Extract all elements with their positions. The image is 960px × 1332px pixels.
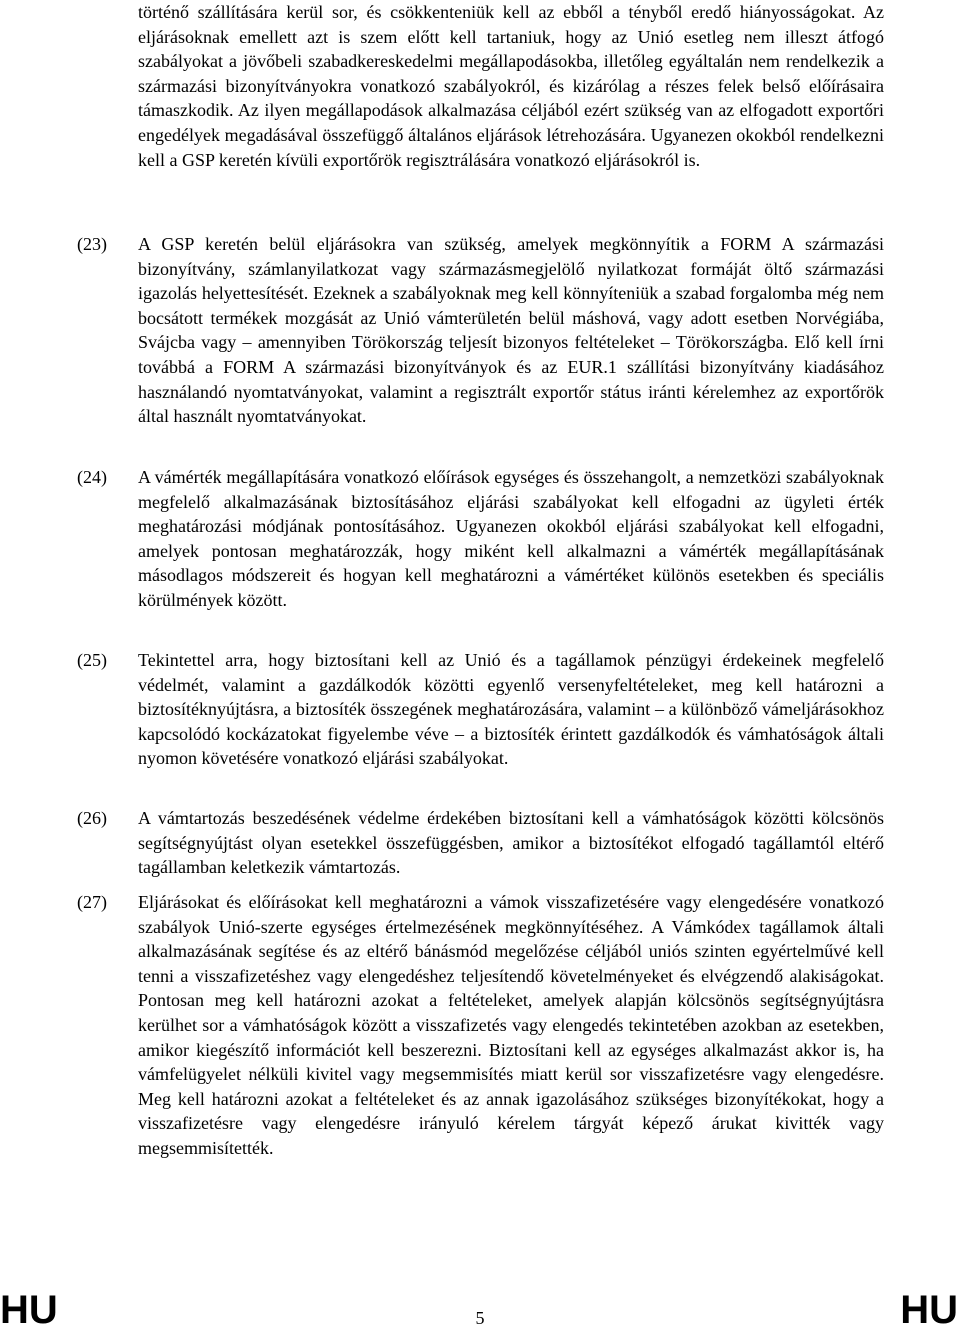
paragraph-text: A vámérték megállapítására vonatkozó előírások egységes és összehangolt, a nemzetközi szabályoknak megfelelő alkalmazásának biztosításához eljárási szabályokat kell elfogadni az ügyleti érték meghatározási módjának pontosításához. Ugyanezen okokból eljárási szabályokat kell elfogadni, amelyek pontosan meghatározzák, hogy miként kell alkalmazni a vámérték megállapításának másodlagos módszereit és hogyan kell meghatározni a vámértéket különös esetekben és speciális körülmények között. [138, 467, 884, 610]
paragraph-text: Tekintettel arra, hogy biztosítani kell az Unió és a tagállamok pénzügyi érdekeinek megfelelő védelmét, valamint a gazdálkodók közötti egyenlő versenyfeltételeket, meg kell határozni a biztosítéknyújtásra, a biztosíték összegének meghatározására, valamint – a különböző vámeljárásokhoz kapcsolódó kockázatokat figyelembe véve – a biztosíték érintett gazdálkodók és vámhatóságok általi nyomon követésére vonatkozó eljárási szabályokat. [138, 650, 884, 769]
paragraph-number: (27) [77, 892, 107, 912]
paragraph-number: (24) [77, 467, 107, 487]
page-number: 5 [475, 1308, 485, 1328]
footer-language-left: HU [0, 1288, 58, 1332]
paragraph-text: Eljárásokat és előírásokat kell meghatározni a vámok visszafizetésére vagy elengedésére vonatkozó szabályok Unió-szerte egységes értelmezésének megkönnyítéséhez. A Vámkódex tagállamok általi alkalmazásának segítése és az eltérő bánásmód megelőzése céljából uniós szinten egyértelművé kell tenni a visszafizetéshez vagy elengedéshez teljesítendő követelményeket és elvégzendő alakiságokat. Pontosan meg kell határozni azokat a feltételeket, amelyek alapján kölcsönös segítségnyújtásra kerülhet sor a vámhatóságok között a visszafizetés vagy elengedés tekintetében azokban az esetekben, amikor kiegészítő információt kell beszerezni. Biztosítani kell az egységes alkalmazást akkor is, ha vámfelügyelet nélküli kivitel vagy megsemmisítés miatt kerül sor visszafizetésre vagy elengedésre. Meg kell határozni azokat a feltételeket és az annak igazolásához szükséges bizonyítékokat, hogy a visszafizetésre vagy elengedésre irányuló kérelem tárgyát képező árukat kivitték vagy megsemmisítették. [138, 892, 884, 1158]
paragraph-number: (26) [77, 808, 107, 828]
paragraph-text: A vámtartozás beszedésének védelme érdekében biztosítani kell a vámhatóságok közötti kölcsönös segítségnyújtást olyan esetekkel összefüggésben, amikor a biztosítékot elfogadó tagállamtól eltérő tagállamban keletkezik vámtartozás. [138, 808, 884, 878]
paragraph-text: A GSP keretén belül eljárásokra van szükség, amelyek megkönnyítik a FORM A származási bizonyítvány, számlanyilatkozat vagy származásmegjelölő nyilatkozat formáját öltő származási igazolás helyettesítését. Ezeknek a szabályoknak meg kell könnyíteniük a szabad forgalomba még nem bocsátott termékek mozgását az Unió vámterületén belül máshová, vagy adott esetben Norvégiába, Svájcba vagy – amennyiben Törökország teljesít bizonyos feltételeket – Törökországba. Elő kell írni továbbá a FORM A származási bizonyítványok és az EUR.1 szállítási bizonyítvány kiadásához használandó nyomtatványokat, valamint a regisztrált exportőr státus iránti kérelemhez az exportőrök által használt nyomtatványokat. [138, 234, 884, 427]
paragraph-text: történő szállítására kerül sor, és csökkenteniük kell az ebből a tényből eredő hiányosságokat. Az eljárásoknak emellett azt is szem előtt kell tartaniuk, hogy az Unió esetleg nem illeszt átfogó szabályokat a jövőbeli szabadkereskedelmi megállapodásokba, illetőleg egyáltalán nem rendelkezik a származási bizonyítványokra vonatkozó szabályokról, és kizárólag a részes felek belső előírásaira támaszkodik. Az ilyen megállapodások alkalmazása céljából ezért szükség van az elfogadott exportőri engedélyek megadásával összefüggő általános eljárások létrehozására. Ugyanezen okokból rendelkezni kell a GSP keretén kívüli exportőrök regisztrálására vonatkozó eljárásokról is. [138, 2, 884, 170]
paragraph-number: (25) [77, 650, 107, 670]
paragraph-number: (23) [77, 234, 107, 254]
footer-language-right: HU [900, 1288, 958, 1332]
